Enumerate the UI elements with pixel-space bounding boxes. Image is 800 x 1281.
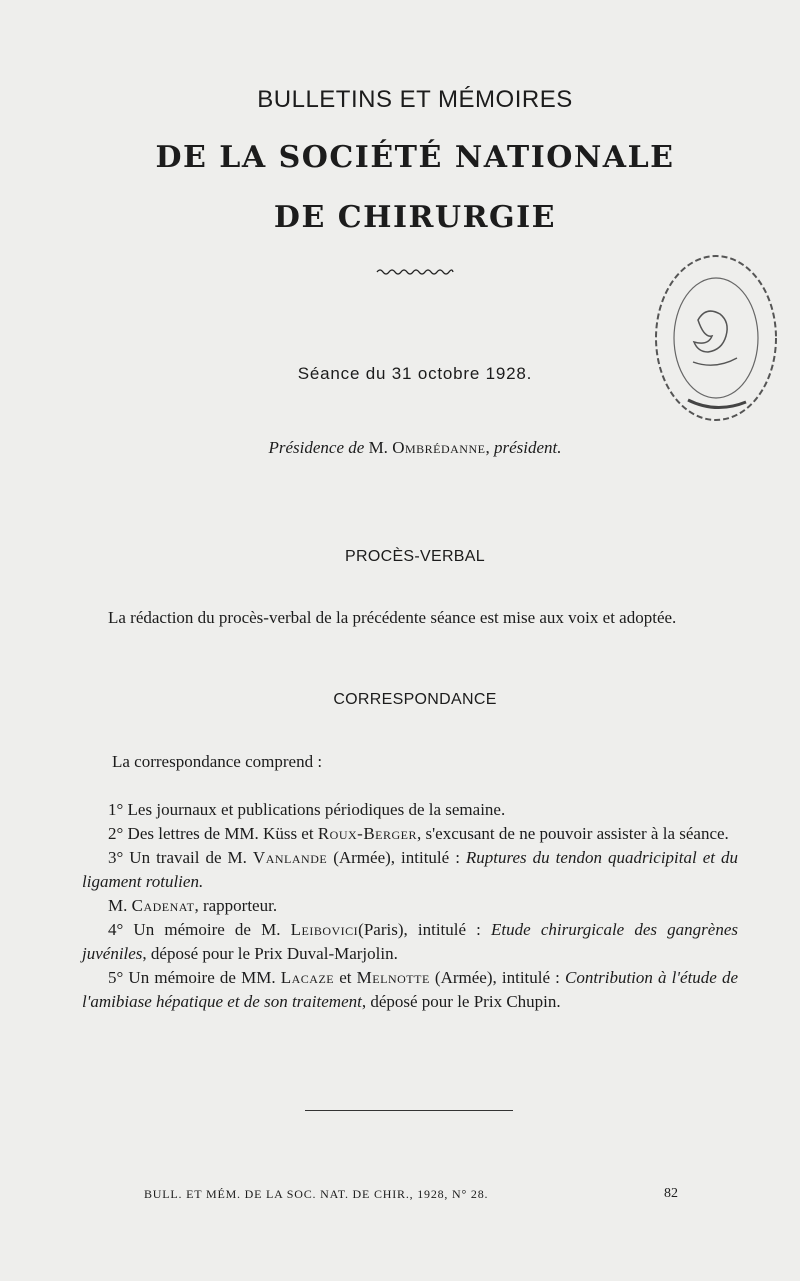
item-3-name: Vanlande [252,848,328,867]
presidency-prefix: Présidence de [268,438,365,457]
list-item-4 [82,918,738,966]
list-item-3-rapporteur [82,894,738,918]
heading-proces-verbal: PROCÈS-VERBAL [345,548,485,565]
item-5-name-1: Lacaze [280,968,335,987]
item-5-lead: 5° Un mémoire de MM. [108,968,276,987]
heading-correspondance: CORRESPONDANCE [333,691,497,708]
item-3-lead: 3° Un travail de M. [108,848,247,867]
list-item-2 [82,822,738,846]
item-3-mid: (Armée), intitulé : [333,848,460,867]
item-4-name: Leibovici [290,920,359,939]
library-stamp [648,250,784,430]
item-5-title: Contribution à l'étude de l'amibiase hépatique et de son traitement [82,968,739,1011]
presidency-suffix: président. [493,438,562,457]
session-date: Séance du 31 octobre 1928. [297,364,533,383]
item-5-name-2: Melnotte [356,968,430,987]
correspondance-list [82,798,738,1014]
rapporteur-m: M. [108,896,128,915]
item-5-rest: , déposé pour le Prix Chupin. [361,992,561,1011]
item-4-rest: , déposé pour le Prix Duval-Marjolin. [142,944,398,963]
item-3-title: Ruptures du tendon quadricipital et du ligament rotulien. [82,848,738,891]
proces-verbal-paragraph [82,606,738,630]
presidency-line: Présidence de M. Ombrédanne, président. [268,438,562,457]
item-2-lead: 2° Des lettres de MM. Küss et [108,824,314,843]
item-5-and: et [339,968,352,987]
item-4-lead: 4° Un mémoire de M. [108,920,281,939]
rapporteur-name: Cadenat [131,896,195,915]
item-2-rest: , s'excusant de ne pouvoir assister à la séance. [417,824,729,843]
correspondance-intro-text: La correspondance comprend : [112,752,323,771]
presidency-m: M. [368,438,388,457]
president-name: Ombrédanne [392,438,486,457]
ornament-divider [375,266,455,278]
title-line-3: DE CHIRURGIE [273,200,557,235]
item-2-name: Roux-Berger [317,824,417,843]
title-line-1: BULLETINS ET MÉMOIRES [257,86,573,113]
stamp-seal-icon [648,250,784,430]
item-5-mid: (Armée), intitulé : [434,968,560,987]
section-rule [305,1110,513,1111]
list-item-5 [82,966,738,1014]
title-line-2: DE LA SOCIÉTÉ NATIONALE [155,140,675,175]
footer-citation: BULL. ET MÉM. DE LA SOC. NAT. DE CHIR., 1928, N° 28. [144,1187,489,1201]
page-number: 82 [664,1186,678,1201]
item-4-mid: (Paris), intitulé : [358,920,481,939]
item-4-title: Etude chirurgicale des gangrènes juvéniles [82,920,738,963]
rapporteur-rest: , rapporteur. [194,896,278,915]
list-item-1: 1° Les journaux et publications périodiques de la semaine. [108,800,506,819]
list-item-3 [82,846,738,894]
proces-verbal-text: La rédaction du procès-verbal de la précédente séance est mise aux voix et adoptée. [108,608,677,627]
correspondance-intro [82,750,738,774]
